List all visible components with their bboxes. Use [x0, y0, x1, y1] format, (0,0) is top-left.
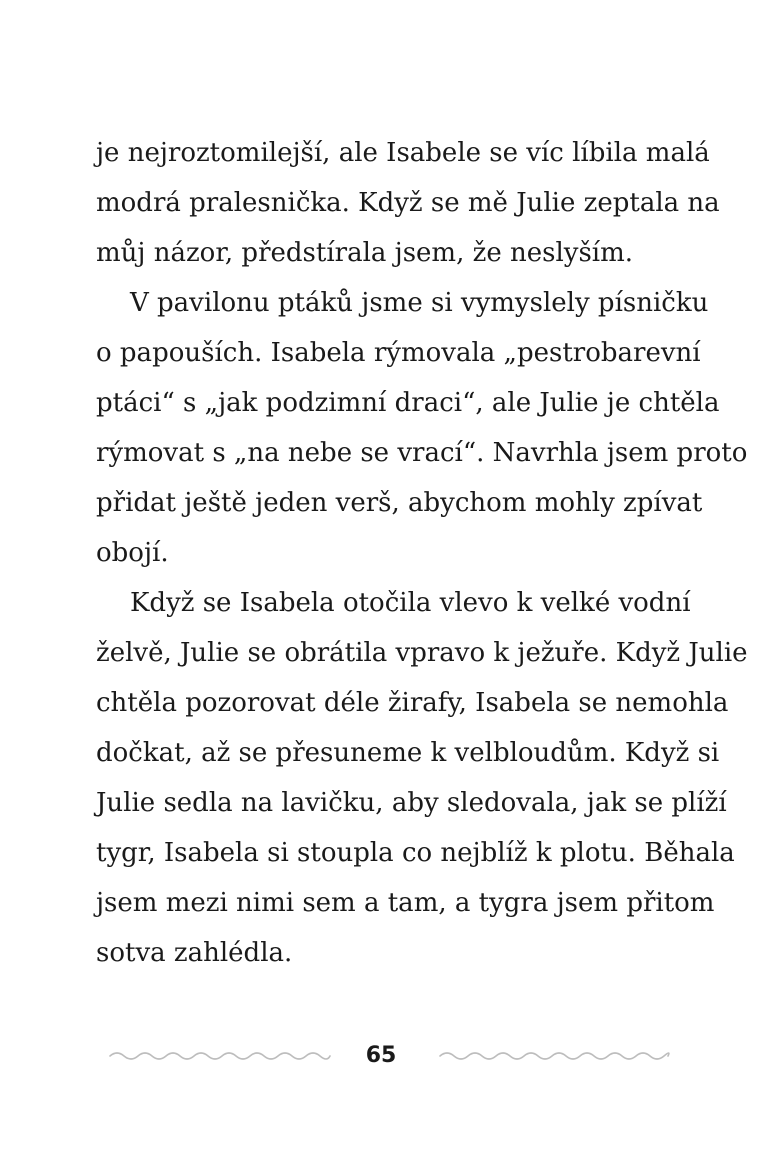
wave-ornament-right: [438, 1048, 670, 1060]
text-line: chtěla pozorovat déle žirafy, Isabela se nemohla: [96, 688, 729, 718]
text-line: Julie sedla na lavičku, aby sledovala, jak se plíží: [96, 788, 727, 818]
text-line: můj názor, předstírala jsem, že neslyším.: [96, 238, 634, 268]
text-line: dočkat, až se přesuneme k velbloudům. Když si: [96, 738, 720, 768]
text-line: je nejroztomilejší, ale Isabele se víc líbila malá: [96, 138, 710, 168]
text-line: o papouších. Isabela rýmovala „pestrobarevní: [96, 338, 701, 368]
text-line: ptáci“ s „jak podzimní draci“, ale Julie je chtěla: [96, 388, 720, 418]
page-number: 65: [365, 1043, 397, 1068]
text-line: V pavilonu ptáků jsme si vymyslely písničku: [130, 288, 709, 318]
body-text: [96, 128, 748, 978]
text-line: přidat ještě jeden verš, abychom mohly zpívat: [96, 488, 703, 518]
page-footer: [0, 1036, 762, 1076]
text-line: Když se Isabela otočila vlevo k velké vodní: [130, 588, 691, 618]
wave-ornament-left: [108, 1048, 332, 1060]
text-line: modrá pralesnička. Když se mě Julie zeptala na: [96, 188, 720, 218]
text-line: obojí.: [96, 538, 169, 568]
text-line: tygr, Isabela si stoupla co nejblíž k plotu. Běhala: [96, 838, 735, 868]
text-line: želvě, Julie se obrátila vpravo k ježuře. Když Julie: [96, 638, 748, 668]
text-line: jsem mezi nimi sem a tam, a tygra jsem přitom: [96, 888, 715, 918]
wave-line: [110, 1053, 330, 1059]
text-line: rýmovat s „na nebe se vrací“. Navrhla jsem proto: [96, 438, 748, 468]
wave-line: [440, 1053, 669, 1059]
text-line: sotva zahlédla.: [96, 938, 293, 968]
